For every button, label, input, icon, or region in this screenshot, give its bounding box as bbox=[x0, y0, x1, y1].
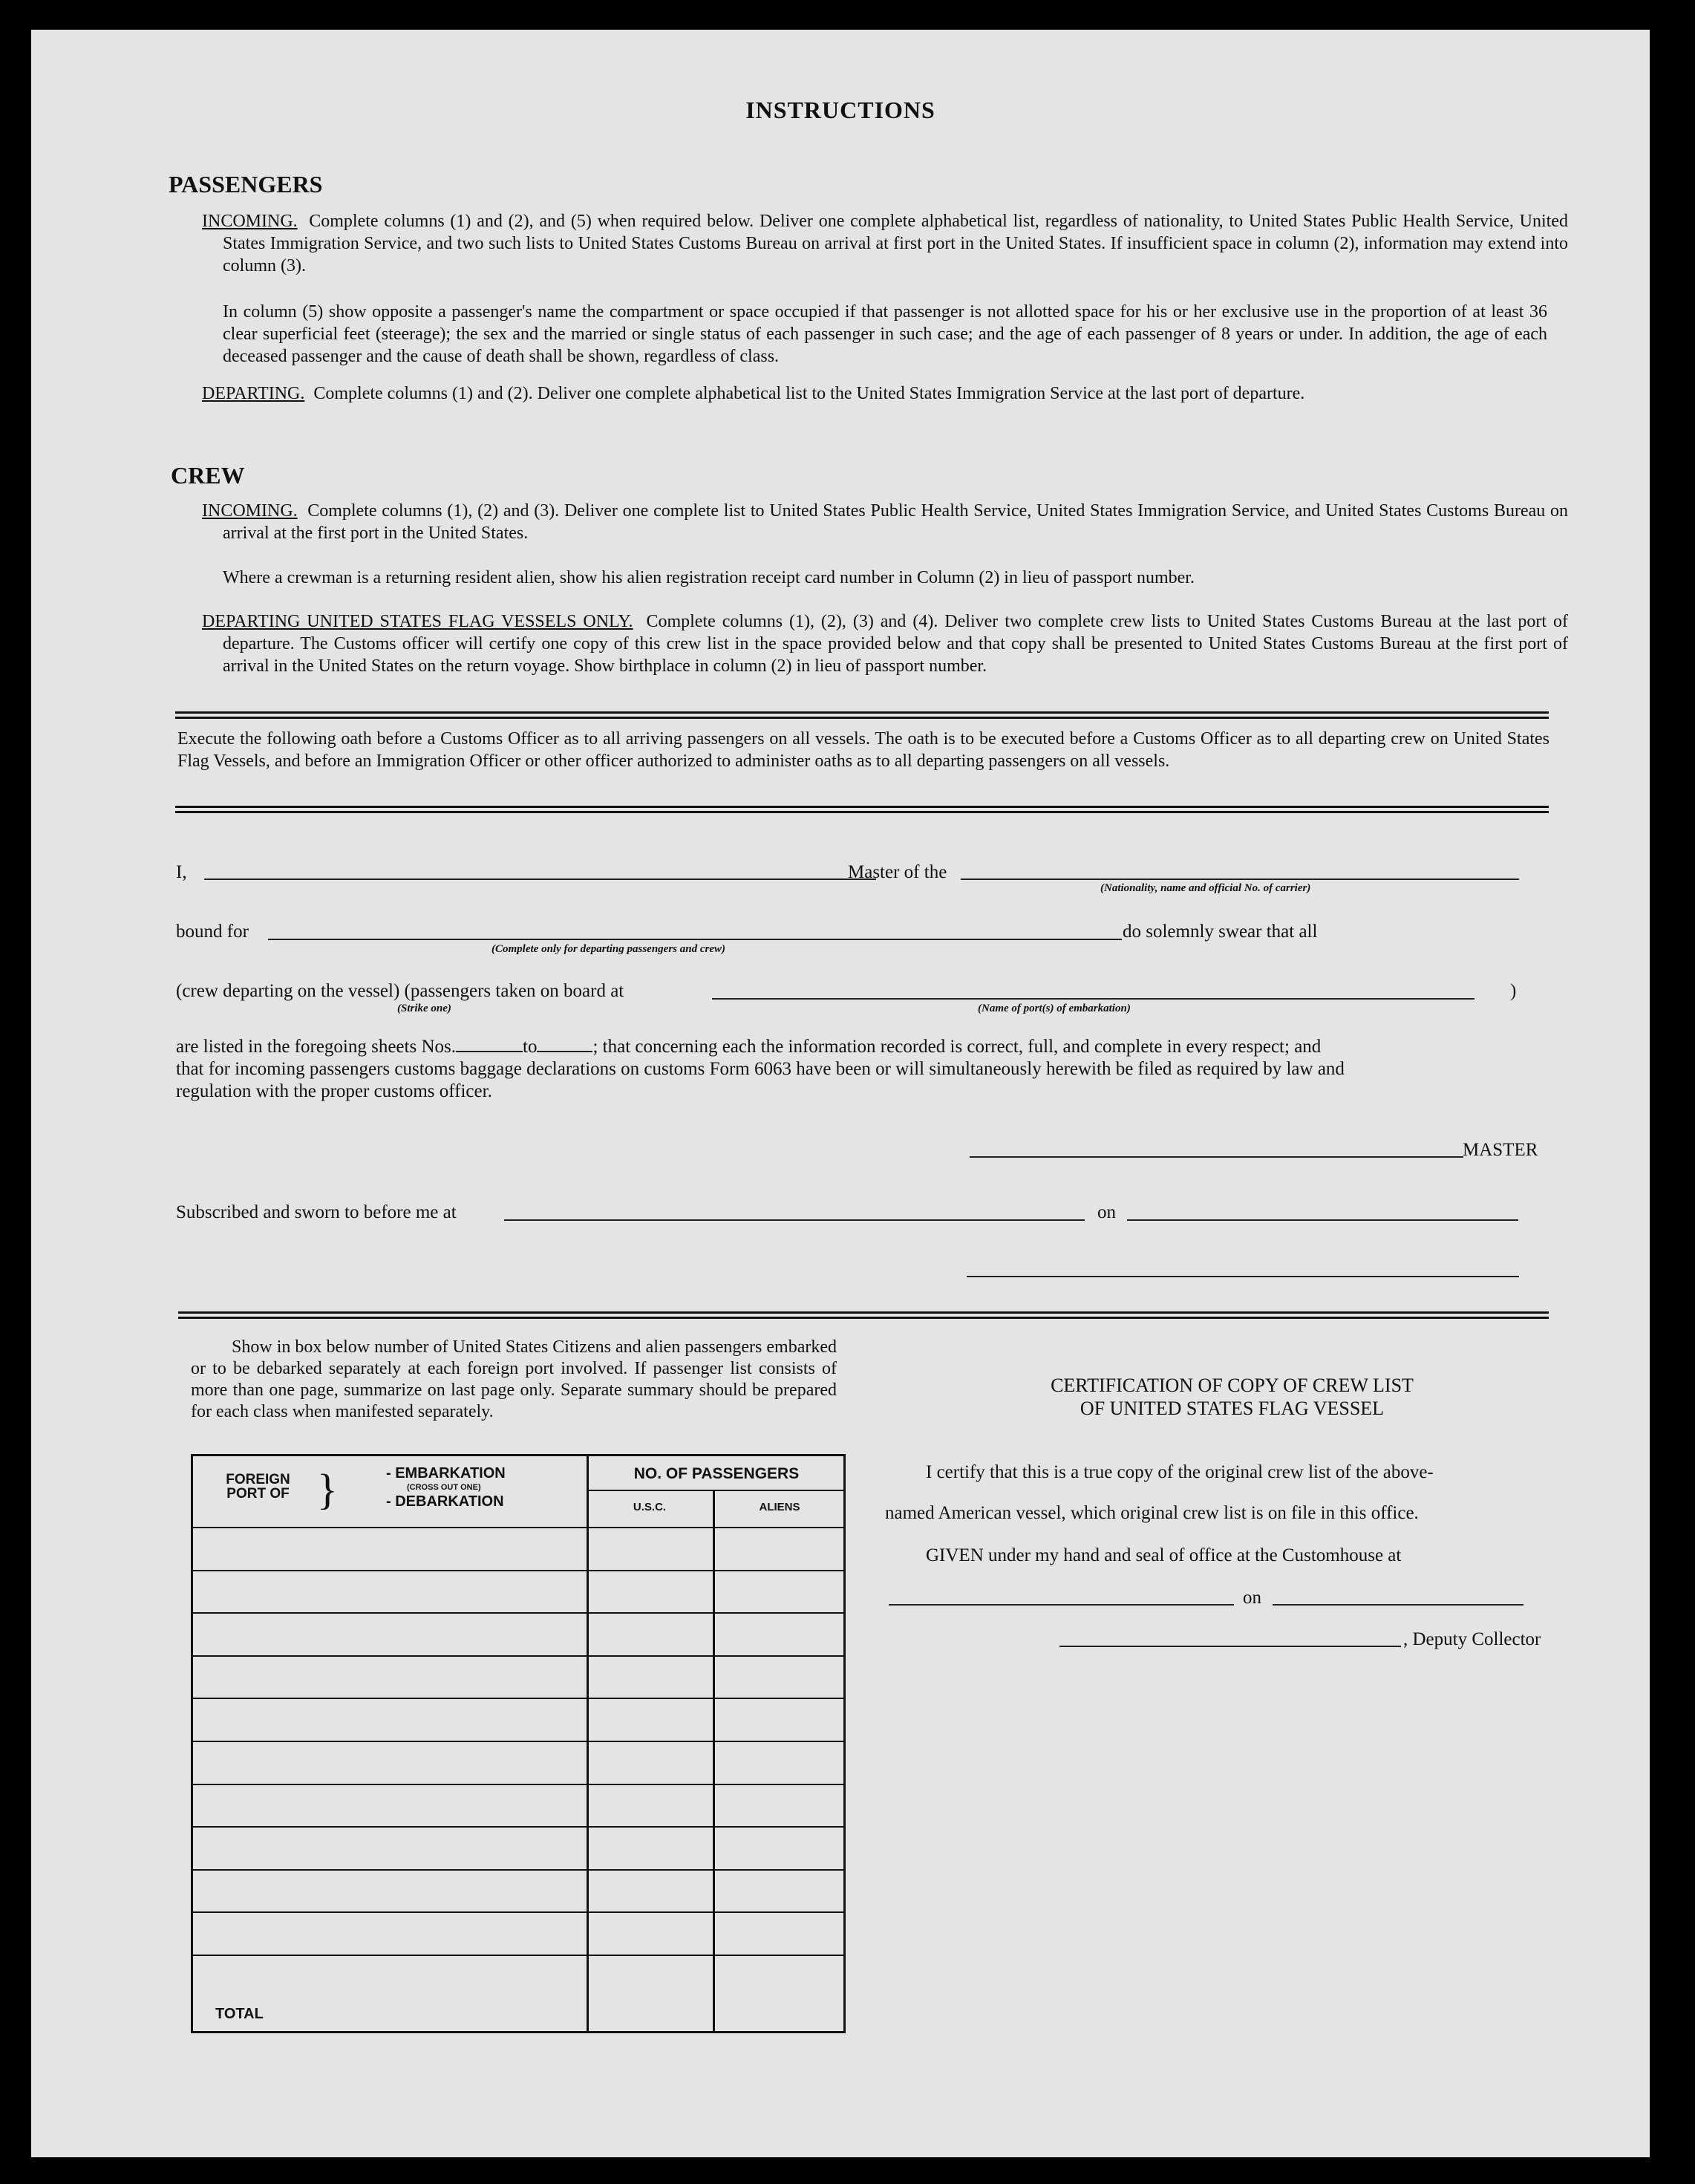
brace-icon: } bbox=[317, 1465, 338, 1513]
table-row-line bbox=[193, 1612, 843, 1614]
certification-heading bbox=[918, 1374, 1546, 1420]
passengers-departing bbox=[202, 382, 1568, 405]
table-col-divider bbox=[587, 1456, 589, 2031]
certification-heading-line2: OF UNITED STATES FLAG VESSEL bbox=[1080, 1398, 1385, 1419]
listed-prefix: are listed in the foregoing sheets Nos. bbox=[176, 1037, 456, 1057]
table-row-line bbox=[193, 1869, 843, 1871]
table-header-bottom bbox=[193, 1527, 843, 1528]
oath-instructions: Execute the following oath before a Customs Officer as to all arriving passengers on all vessels. The oath is to be executed before a Customs Officer as to all departing crew on United States Flag Vessels, and before an Immigration Officer or other officer authorized to administer oaths as to all departing passengers on all vessels. bbox=[177, 729, 1549, 771]
passenger-summary-table bbox=[191, 1454, 846, 2033]
bound-caption: (Complete only for departing passengers and crew) bbox=[491, 943, 725, 955]
crew-departing-label: DEPARTING UNITED STATES FLAG VESSELS ONLY. bbox=[202, 612, 633, 631]
passengers-incoming-label: INCOMING. bbox=[202, 212, 298, 231]
table-header-divider bbox=[587, 1490, 843, 1491]
crew-departing bbox=[202, 610, 1568, 677]
listed-rest: ; that concerning each the information recorded is correct, full, and complete in every respect; and bbox=[592, 1037, 1322, 1057]
ports-field[interactable] bbox=[712, 998, 1474, 1000]
oath-listed-line2: that for incoming passengers customs baggage declarations on customs Form 6063 have been or will simultaneously herewith be filed as required by law and bbox=[176, 1059, 1345, 1079]
oath-i: I, bbox=[176, 862, 187, 882]
deputy-collector-label: , Deputy Collector bbox=[1403, 1629, 1541, 1649]
sworn-on-label: on bbox=[1097, 1202, 1116, 1222]
passengers-column5: In column (5) show opposite a passenger's name the compartment or space occupied if that passenger is not allotted space for his or her exclusive use in the proportion of at least 36 clear superficial feet (steerage); the sex and the married or single status of each passenger in such case; and the age of each passenger of 8 years or under. In addition, the age of each deceased passenger and the cause of death shall be shown, regardless of class. bbox=[223, 302, 1547, 366]
ports-caption: (Name of port(s) of embarkation) bbox=[978, 1003, 1131, 1014]
oath-master-of-the: Master of the bbox=[848, 862, 947, 882]
table-row-line bbox=[193, 1570, 843, 1571]
passengers-departing-label: DEPARTING. bbox=[202, 384, 305, 403]
crew-incoming-text: Complete columns (1), (2) and (3). Deliver one complete list to United States Public Health Service, United States Immigration Service, and United States Customs Bureau on arrival at the first port in the United States. bbox=[223, 501, 1569, 543]
certification-heading-line1: CERTIFICATION OF COPY OF CREW LIST bbox=[1051, 1375, 1414, 1396]
col-debarkation: - DEBARKATION bbox=[386, 1493, 504, 1510]
subscribed-label: Subscribed and sworn to before me at bbox=[176, 1202, 457, 1222]
listed-to: to bbox=[523, 1037, 538, 1057]
passengers-incoming-text: Complete columns (1) and (2), and (5) when required below. Deliver one complete alphabetical list, regardless of nationality, to United States Public Health Service, United States Immigration Service, and two such lists to United States Customs Bureau on arrival at first port in the United States. If insufficient space in column (2), information may extend into column (3). bbox=[223, 212, 1568, 276]
crew-heading: CREW bbox=[171, 462, 245, 489]
col-embarkation: - EMBARKATION bbox=[386, 1465, 506, 1481]
strike-caption: (Strike one) bbox=[397, 1003, 451, 1014]
oath-bound-for: bound for bbox=[176, 922, 249, 942]
sheet-to-field[interactable] bbox=[537, 1037, 592, 1052]
cert-line2: named American vessel, which original crew list is on file in this office. bbox=[885, 1503, 1419, 1523]
sworn-date-field[interactable] bbox=[1127, 1219, 1518, 1221]
crew-departing-text: Complete columns (1), (2), (3) and (4). Deliver two complete crew lists to United States Customs Bureau at the last port of departure. The Customs officer will certify one copy of this crew list in the space provided below and that copy shall be presented to United States Customs Bureau at the first port of arrival in the United States on the return voyage. Show birthplace in column (2) in lieu of passport number. bbox=[223, 612, 1568, 676]
crew-incoming-label: INCOMING. bbox=[202, 501, 298, 521]
master-label: MASTER bbox=[1463, 1140, 1538, 1160]
divider bbox=[178, 1311, 1549, 1319]
passengers-heading: PASSENGERS bbox=[169, 171, 323, 198]
carrier-caption: (Nationality, name and official No. of carrier) bbox=[1100, 882, 1311, 894]
oath-listed bbox=[176, 1036, 1321, 1058]
passengers-incoming bbox=[202, 210, 1568, 277]
bound-for-field[interactable] bbox=[268, 939, 1122, 940]
carrier-field[interactable] bbox=[961, 879, 1519, 880]
oath-close-paren: ) bbox=[1510, 981, 1517, 1001]
table-row-line bbox=[193, 1826, 843, 1828]
cert-line3: GIVEN under my hand and seal of office at the Customhouse at bbox=[926, 1545, 1402, 1565]
cert-line1: I certify that this is a true copy of the original crew list of the above- bbox=[926, 1462, 1434, 1482]
deputy-signature-field[interactable] bbox=[1059, 1646, 1401, 1647]
col-aliens: ALIENS bbox=[759, 1501, 800, 1513]
sheet-from-field[interactable] bbox=[456, 1037, 523, 1052]
table-row-line bbox=[193, 1784, 843, 1785]
oath-crew-departing: (crew departing on the vessel) (passengers taken on board at bbox=[176, 981, 624, 1001]
crew-resident: Where a crewman is a returning resident alien, show his alien registration receipt card number in Column (2) in lieu of passport number. bbox=[223, 568, 1195, 587]
table-row-line bbox=[193, 1741, 843, 1742]
col-no-passengers: NO. OF PASSENGERS bbox=[633, 1465, 800, 1482]
table-row-line bbox=[193, 1955, 843, 1956]
form-page bbox=[31, 30, 1650, 2157]
officer-signature-field[interactable] bbox=[967, 1276, 1519, 1277]
cert-date-field[interactable] bbox=[1273, 1604, 1523, 1606]
master-signature-field[interactable] bbox=[970, 1156, 1463, 1158]
table-row-line bbox=[193, 1911, 843, 1913]
col-foreign-port: FOREIGN PORT OF bbox=[226, 1472, 290, 1502]
oath-listed-line3: regulation with the proper customs officer. bbox=[176, 1081, 492, 1101]
customhouse-field[interactable] bbox=[889, 1604, 1234, 1606]
divider bbox=[175, 711, 1549, 719]
divider bbox=[175, 806, 1549, 813]
sworn-place-field[interactable] bbox=[504, 1219, 1085, 1221]
summary-text: Show in box below number of United States Citizens and alien passengers embarked or to be debarked separately at each foreign port involved. If passenger list consists of more than one page, summarize on last page only. Separate summary should be prepared for each class when manifested separately. bbox=[191, 1337, 837, 1421]
table-row-line bbox=[193, 1698, 843, 1699]
col-cross-out: (CROSS OUT ONE) bbox=[407, 1483, 481, 1492]
master-name-field[interactable] bbox=[204, 879, 876, 880]
cert-on-label: on bbox=[1243, 1588, 1261, 1608]
crew-incoming bbox=[202, 500, 1568, 544]
total-label: TOTAL bbox=[215, 2006, 264, 2022]
passengers-departing-text: Complete columns (1) and (2). Deliver one complete alphabetical list to the United States Immigration Service at the last port of departure. bbox=[313, 384, 1305, 403]
table-row-line bbox=[193, 1655, 843, 1657]
page-title: INSTRUCTIONS bbox=[745, 97, 935, 123]
oath-swear: do solemnly swear that all bbox=[1123, 922, 1318, 942]
col-usc: U.S.C. bbox=[633, 1501, 667, 1513]
